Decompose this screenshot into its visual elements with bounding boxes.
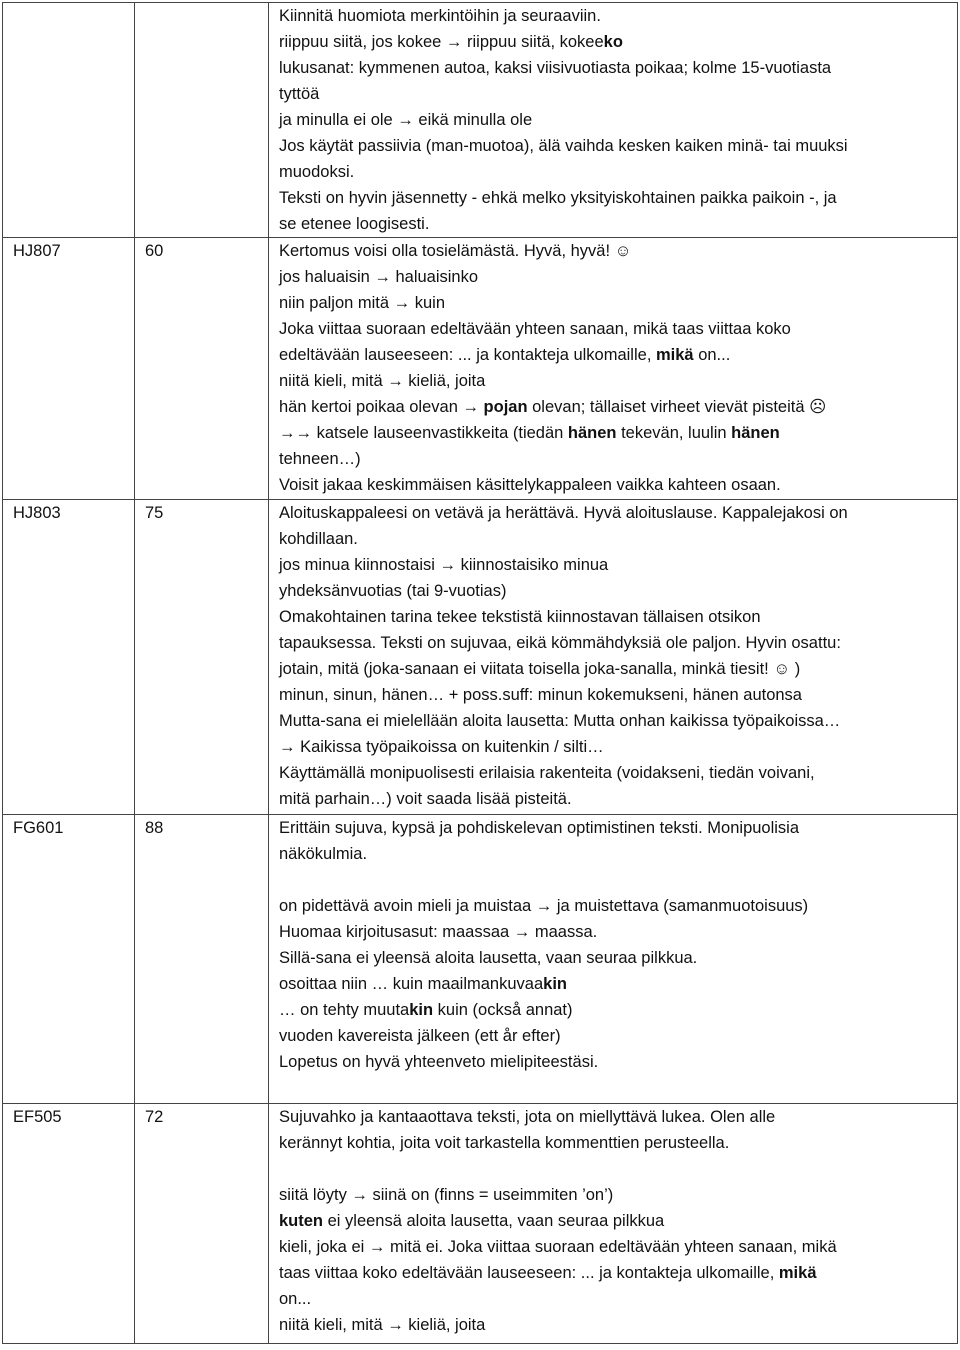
feedback-line: minun, sinun, hänen… + poss.suff: minun kokemukseni, hänen autonsa: [279, 686, 802, 704]
feedback-line: kerännyt kohtia, joita voit tarkastella kommenttien perusteella.: [279, 1134, 730, 1152]
feedback-line: … on tehty muutakin kuin (också annat): [279, 1001, 573, 1019]
feedback-line: se etenee loogisesti.: [279, 215, 430, 233]
feedback-cell: [269, 238, 958, 500]
feedback-table: [2, 2, 958, 1344]
table-row: [3, 1104, 958, 1344]
feedback-line: Aloituskappaleesi on vetävä ja herättävä. Hyvä aloituslause. Kappalejakosi on: [279, 504, 848, 522]
feedback-line: Joka viittaa suoraan edeltävään yhteen sanaan, mikä taas viittaa koko: [279, 320, 791, 338]
feedback-line: osoittaa niin … kuin maailmankuvaakin: [279, 975, 567, 993]
feedback-line: yhdeksänvuotias (tai 9-vuotias): [279, 582, 507, 600]
feedback-line: Kertomus voisi olla tosielämästä. Hyvä, hyvä! ☺: [279, 242, 632, 260]
feedback-line: kohdillaan.: [279, 530, 358, 548]
score-cell: 88: [135, 815, 269, 1104]
student-id-cell: [3, 3, 135, 238]
feedback-line: tehneen…): [279, 450, 361, 468]
feedback-cell: [269, 3, 958, 238]
feedback-line: riippuu siitä, jos kokee → riippuu siitä, kokeeko: [279, 33, 623, 51]
feedback-line: Käyttämällä monipuolisesti erilaisia rakenteita (voidakseni, tiedän voivani,: [279, 764, 815, 782]
feedback-line: →→ katsele lauseenvastikkeita (tiedän hänen tekevän, luulin hänen: [279, 424, 780, 442]
feedback-line: kuten ei yleensä aloita lausetta, vaan seuraa pilkkua: [279, 1212, 665, 1230]
student-id-cell: HJ807: [3, 238, 135, 500]
student-id-cell: FG601: [3, 815, 135, 1104]
feedback-line: lukusanat: kymmenen autoa, kaksi viisivuotiasta poikaa; kolme 15-vuotiasta: [279, 59, 832, 77]
blank-line: [279, 1156, 951, 1182]
feedback-line: näkökulmia.: [279, 845, 368, 863]
feedback-line: → Kaikissa työpaikoissa on kuitenkin / silti…: [279, 738, 604, 756]
feedback-line: ja minulla ei ole → eikä minulla ole: [279, 111, 533, 129]
feedback-line: Sillä-sana ei yleensä aloita lausetta, vaan seuraa pilkkua.: [279, 949, 698, 967]
feedback-line: Lopetus on hyvä yhteenveto mielipiteestäsi.: [279, 1053, 599, 1071]
feedback-line: Jos käytät passiivia (man-muotoa), älä vaihda kesken kaiken minä- tai muuksi: [279, 137, 848, 155]
feedback-cell: [269, 500, 958, 815]
blank-line: [279, 867, 951, 893]
feedback-line: jotain, mitä (joka-sanaan ei viitata toisella joka-sanalla, minkä tiesit! ☺ ): [279, 660, 801, 678]
feedback-line: niin paljon mitä → kuin: [279, 294, 445, 312]
feedback-cell: [269, 1104, 958, 1344]
feedback-line: kieli, joka ei → mitä ei. Joka viittaa suoraan edeltävään yhteen sanaan, mikä: [279, 1238, 837, 1256]
feedback-line: Kiinnitä huomiota merkintöihin ja seuraaviin.: [279, 7, 601, 25]
feedback-line: Voisit jakaa keskimmäisen käsittelykappaleen vaikka kahteen osaan.: [279, 476, 781, 494]
feedback-line: on...: [279, 1290, 312, 1308]
feedback-line: mitä parhain…) voit saada lisää pisteitä.: [279, 790, 572, 808]
feedback-line: Mutta-sana ei mielellään aloita lausetta: Mutta onhan kaikissa työpaikoissa…: [279, 712, 841, 730]
feedback-line: jos haluaisin → haluaisinko: [279, 268, 479, 286]
table-row: [3, 238, 958, 500]
feedback-line: Sujuvahko ja kantaaottava teksti, jota on miellyttävä lukea. Olen alle: [279, 1108, 776, 1126]
table-row: [3, 500, 958, 815]
feedback-line: niitä kieli, mitä → kieliä, joita: [279, 1316, 486, 1334]
feedback-line: niitä kieli, mitä → kieliä, joita: [279, 372, 486, 390]
feedback-line: Huomaa kirjoitusasut: maassaa → maassa.: [279, 923, 598, 941]
score-cell: [135, 3, 269, 238]
score-cell: 60: [135, 238, 269, 500]
feedback-line: taas viittaa koko edeltävään lauseeseen: ... ja kontakteja ulkomaille, mikä: [279, 1264, 817, 1282]
feedback-line: vuoden kavereista jälkeen (ett år efter): [279, 1027, 561, 1045]
score-cell: 75: [135, 500, 269, 815]
feedback-cell: [269, 815, 958, 1104]
feedback-line: muodoksi.: [279, 163, 355, 181]
table-row: [3, 815, 958, 1104]
feedback-line: Teksti on hyvin jäsennetty - ehkä melko yksityiskohtainen paikka paikoin -, ja: [279, 189, 837, 207]
score-cell: 72: [135, 1104, 269, 1344]
feedback-line: siitä löyty → siinä on (finns = useimmiten ’on’): [279, 1186, 614, 1204]
feedback-line: hän kertoi poikaa olevan → pojan olevan; tällaiset virheet vievät pisteitä ☹: [279, 398, 827, 416]
feedback-line: on pidettävä avoin mieli ja muistaa → ja muistettava (samanmuotoisuus): [279, 897, 809, 915]
feedback-line: jos minua kiinnostaisi → kiinnostaisiko minua: [279, 556, 609, 574]
feedback-line: edeltävään lauseeseen: ... ja kontakteja ulkomaille, mikä on...: [279, 346, 731, 364]
feedback-line: tapauksessa. Teksti on sujuvaa, eikä kömmähdyksiä ole paljon. Hyvin osattu:: [279, 634, 841, 652]
table-row: [3, 3, 958, 238]
student-id-cell: EF505: [3, 1104, 135, 1344]
feedback-line: Erittäin sujuva, kypsä ja pohdiskelevan optimistinen teksti. Monipuolisia: [279, 819, 800, 837]
student-id-cell: HJ803: [3, 500, 135, 815]
feedback-line: Omakohtainen tarina tekee tekstistä kiinnostavan tällaisen otsikon: [279, 608, 761, 626]
feedback-line: tyttöä: [279, 85, 320, 103]
